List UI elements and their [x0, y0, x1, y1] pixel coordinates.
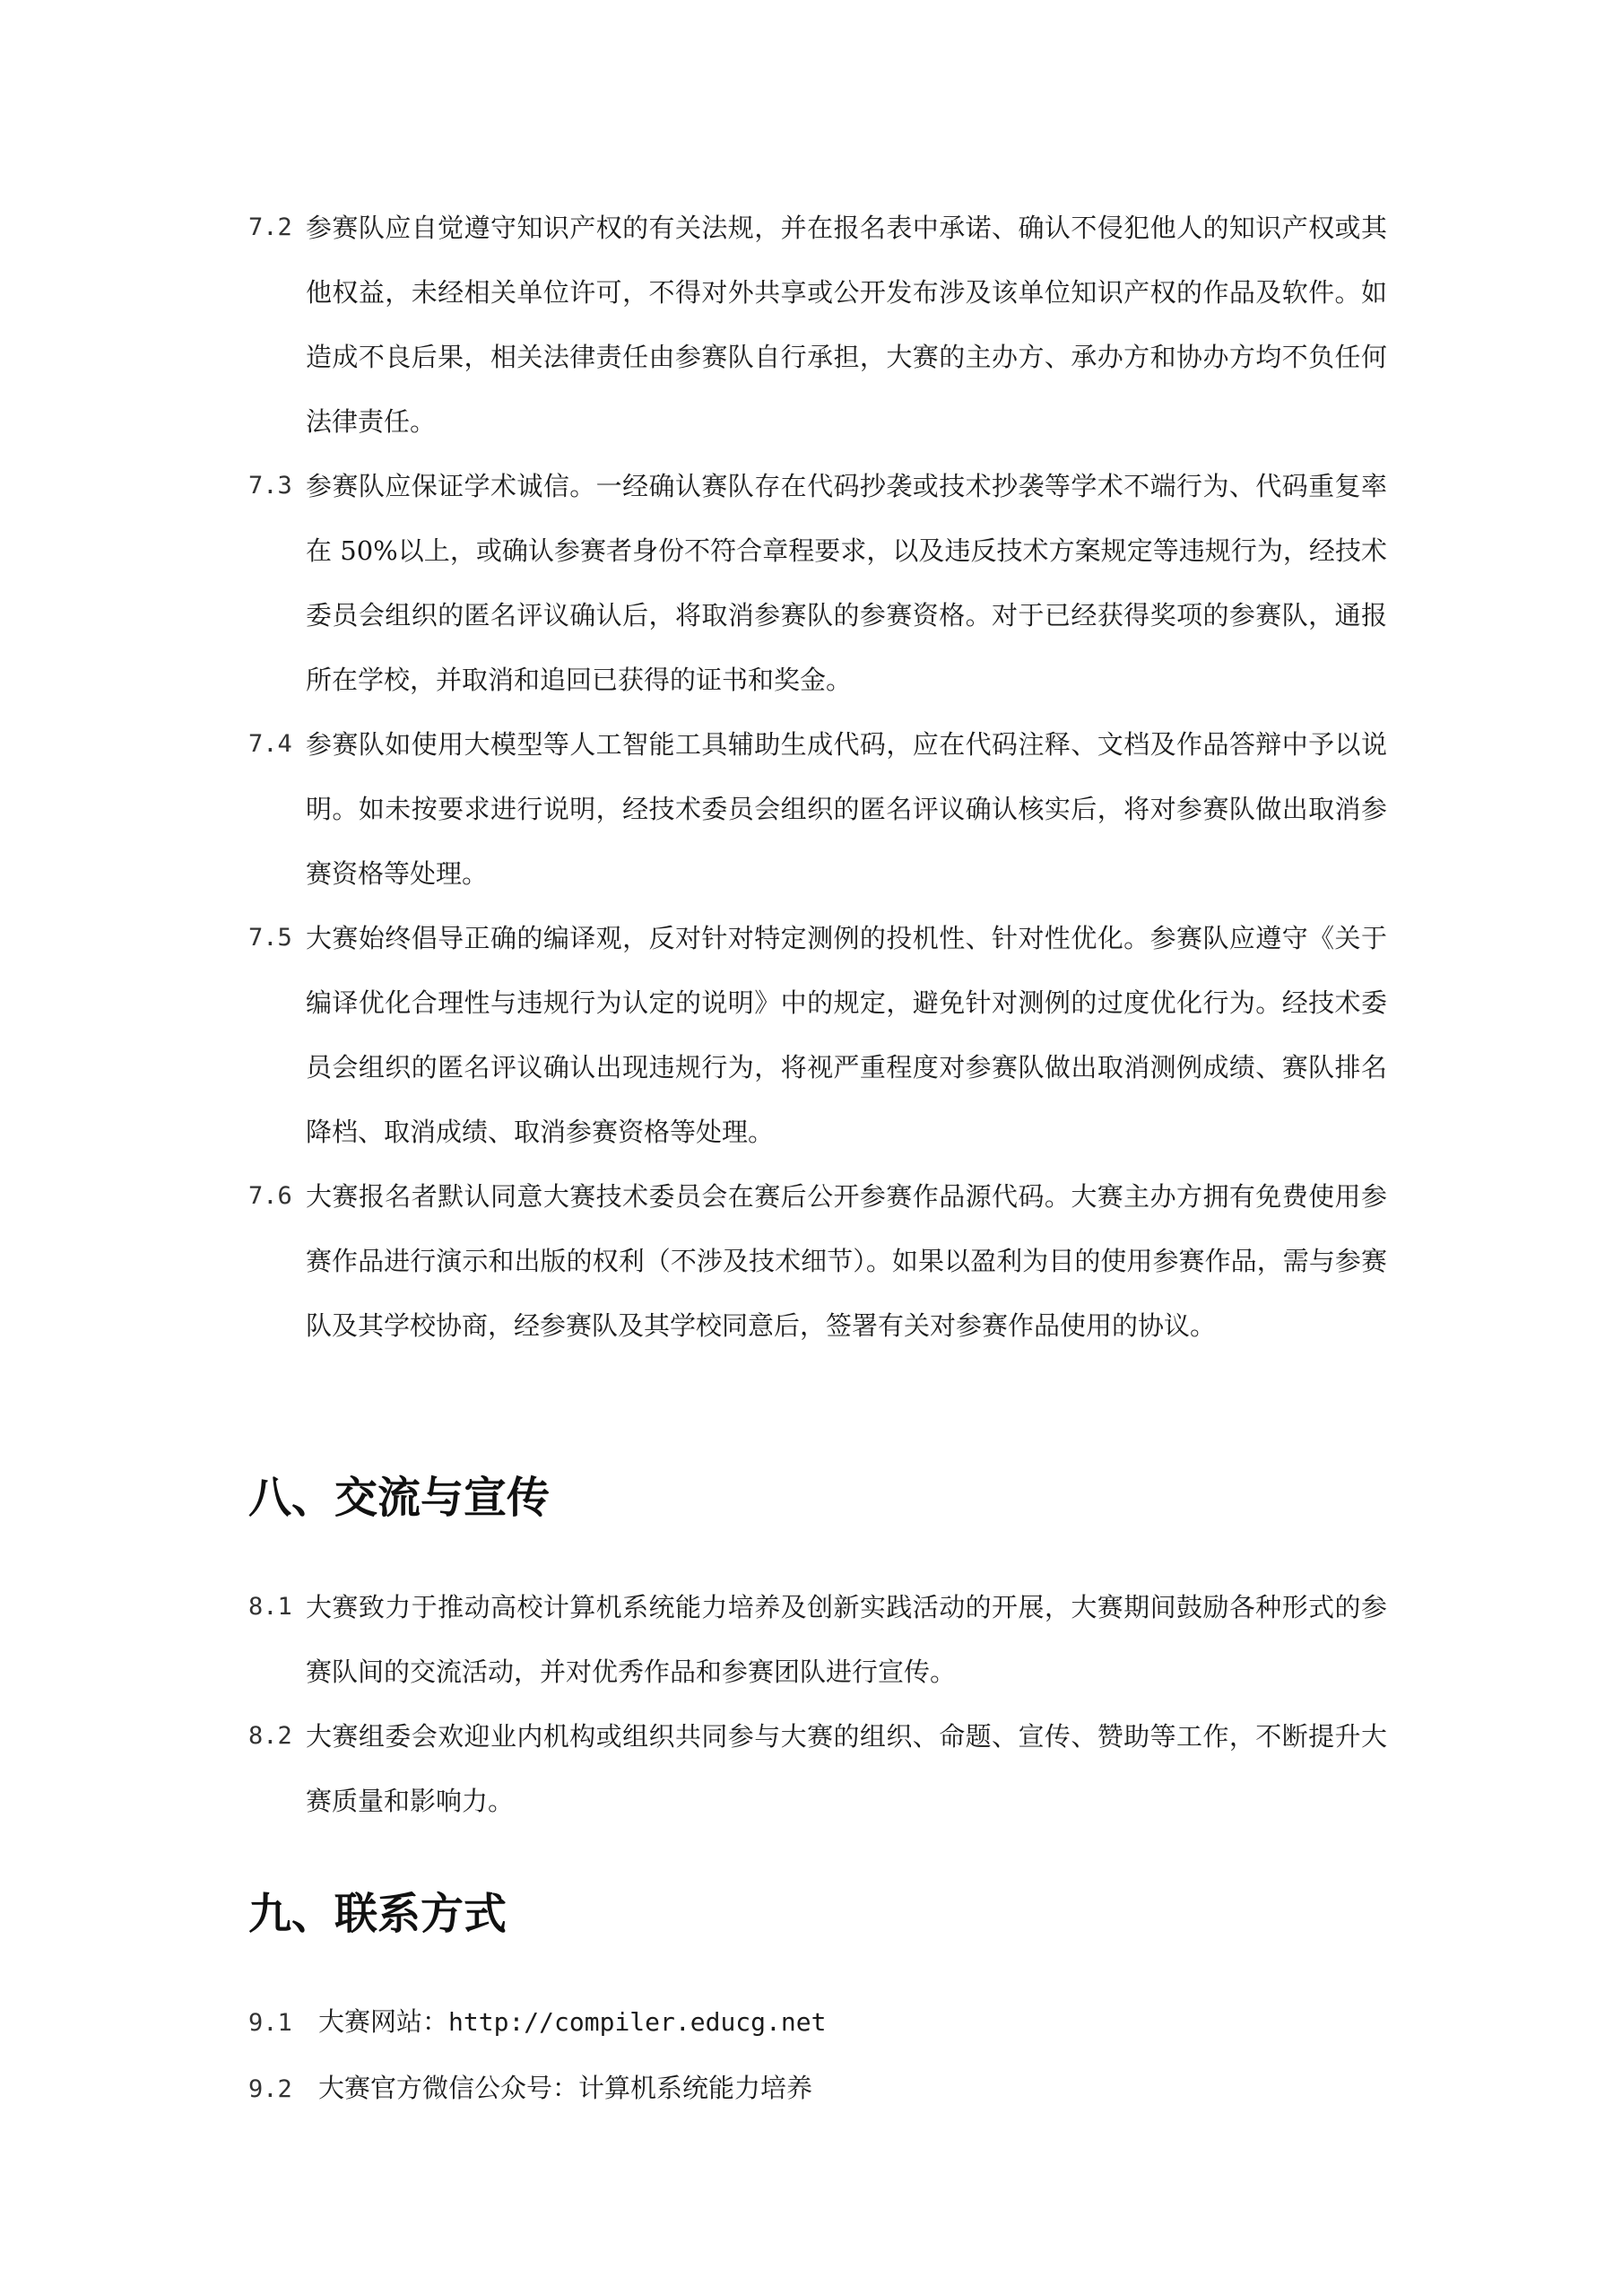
- clause-text: 参赛队如使用大模型等人工智能工具辅助生成代码，应在代码注释、文档及作品答辩中予以说明。如未按要求进行说明，经技术委员会组织的匿名评议确认核实后，将对参赛队做出取消参赛资格等处理。: [306, 729, 1387, 889]
- clause-number: 9.1: [248, 2009, 292, 2037]
- clause-text: 大赛报名者默认同意大赛技术委员会在赛后公开参赛作品源代码。大赛主办方拥有免费使用参赛作品进行演示和出版的权利（不涉及技术细节）。如果以盈利为目的使用参赛作品，需与参赛队及其学校协商，经参赛队及其学校同意后，签署有关对参赛作品使用的协议。: [306, 1181, 1387, 1341]
- clause-text: 大赛组委会欢迎业内机构或组织共同参与大赛的组织、命题、宣传、赞助等工作，不断提升大赛质量和影响力。: [306, 1721, 1387, 1816]
- wechat-account: 计算机系统能力培养: [578, 2073, 813, 2103]
- contact-label: 大赛官方微信公众号：: [318, 2073, 579, 2103]
- clause-text: 参赛队应自觉遵守知识产权的有关法规，并在报名表中承诺、确认不侵犯他人的知识产权或其他权益，未经相关单位许可，不得对外共享或公开发布涉及该单位知识产权的作品及软件。如造成不良后果，相关法律责任由参赛队自行承担，大赛的主办方、承办方和协办方均不负任何法律责任。: [306, 213, 1387, 437]
- clause-7-4: [248, 712, 1387, 906]
- clause-7-5: [248, 906, 1387, 1164]
- clause-number: 7.6: [248, 1182, 292, 1210]
- section-heading-8: 八、交流与宣传: [248, 1473, 551, 1523]
- clause-number: 8.1: [248, 1593, 292, 1621]
- clause-number: 7.4: [248, 730, 292, 758]
- clause-7-6: [248, 1164, 1387, 1358]
- clause-number: 7.2: [248, 213, 292, 241]
- clause-7-2: [248, 196, 1387, 454]
- clause-number: 7.5: [248, 924, 292, 952]
- clause-text: 参赛队应保证学术诚信。一经确认赛队存在代码抄袭或技术抄袭等学术不端行为、代码重复率在 50%以上，或确认参赛者身份不符合章程要求，以及违反技术方案规定等违规行为，经技术委员会组织的匿名评议确认后，将取消参赛队的参赛资格。对于已经获得奖项的参赛队，通报所在学校，并取消和追回已获得的证书和奖金。: [306, 471, 1387, 695]
- contact-wechat: [248, 2070, 812, 2108]
- clause-7-3: [248, 454, 1387, 712]
- clause-number: 9.2: [248, 2075, 292, 2103]
- contact-website: [248, 2004, 826, 2041]
- clause-8-1: [248, 1575, 1387, 1704]
- clause-text: 大赛致力于推动高校计算机系统能力培养及创新实践活动的开展，大赛期间鼓励各种形式的参赛队间的交流活动，并对优秀作品和参赛团队进行宣传。: [306, 1592, 1387, 1687]
- section-heading-9: 九、联系方式: [248, 1889, 507, 1939]
- clause-text: 大赛始终倡导正确的编译观，反对针对特定测例的投机性、针对性优化。参赛队应遵守《关于编译优化合理性与违规行为认定的说明》中的规定，避免针对测例的过度优化行为。经技术委员会组织的匿名评议确认出现违规行为，将视严重程度对参赛队做出取消测例成绩、赛队排名降档、取消成绩、取消参赛资格等处理。: [306, 923, 1387, 1147]
- website-url: http://compiler.educg.net: [448, 2007, 827, 2037]
- clause-number: 7.3: [248, 472, 292, 500]
- contact-label: 大赛网站：: [318, 2006, 449, 2037]
- clause-number: 8.2: [248, 1722, 292, 1750]
- clause-8-2: [248, 1704, 1387, 1833]
